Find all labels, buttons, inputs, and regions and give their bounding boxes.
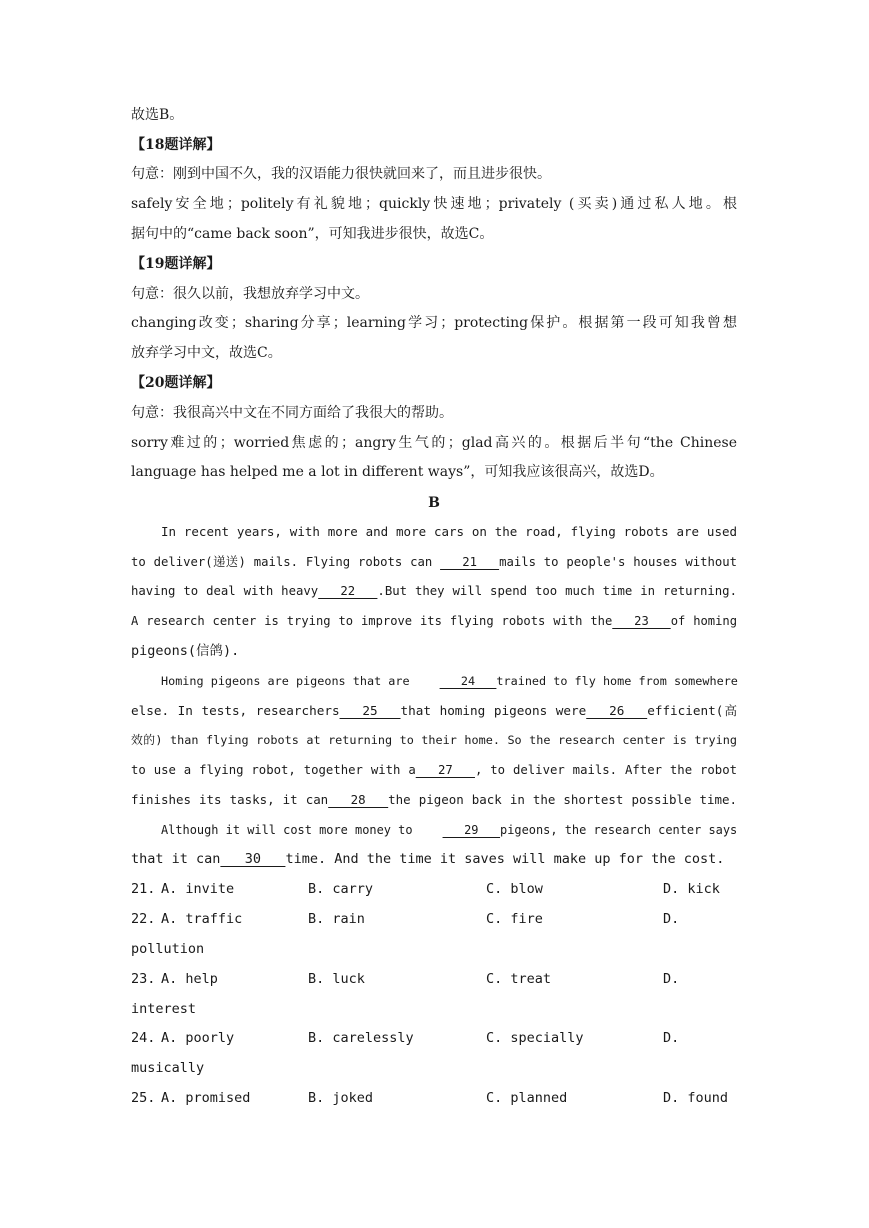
passage-text: 效的) than flying robots at returning to their home. So the research center is trying <box>131 733 737 747</box>
option-a: A. help <box>161 971 218 987</box>
passage-text: time. And the time it saves will make up for the cost. <box>285 851 725 867</box>
explanation-text: sorry难过的；worried焦虑的；angry生气的；glad高兴的。根据后半句“the Chinese <box>131 435 737 451</box>
explanation-text: 故选B。 <box>131 107 184 123</box>
passage-line <box>131 815 737 845</box>
question-row <box>131 1023 737 1053</box>
option-b: B. carry <box>308 881 374 897</box>
passage-text: that homing pigeons were <box>400 703 587 718</box>
passage-line <box>131 785 737 815</box>
heading-text: 【18题详解】 <box>131 137 221 153</box>
passage-line <box>131 606 737 636</box>
explanation-line <box>131 159 737 189</box>
passage-line <box>131 696 737 726</box>
heading-text: 【19题详解】 <box>131 256 221 272</box>
passage-text: of homing <box>670 614 738 628</box>
passage-text: having to deal with heavy <box>131 584 319 598</box>
blank-21: 21 <box>440 555 500 569</box>
explanation-heading-19 <box>131 249 737 279</box>
option-d: D. <box>663 1030 680 1046</box>
explanation-line <box>131 338 737 368</box>
passage-line <box>131 636 737 666</box>
passage-line <box>131 517 737 547</box>
passage-line <box>131 576 737 606</box>
passage-text: , to deliver mails. After the robot <box>474 763 737 777</box>
option-c: C. planned <box>486 1090 568 1106</box>
option-d-text: interest <box>131 1001 197 1017</box>
explanation-line <box>131 308 737 338</box>
option-d: D. found <box>663 1090 729 1106</box>
passage-line <box>131 547 737 577</box>
explanation-line <box>131 398 737 428</box>
explanation-text: changing改变；sharing分享；learning学习；protecting保护。根据第一段可知我曾想 <box>131 315 737 331</box>
question-row <box>131 904 737 934</box>
explanation-line <box>131 189 737 219</box>
explanation-line <box>131 457 737 487</box>
passage-text: pigeons, the research center says <box>500 823 738 837</box>
passage-text: Homing pigeons are pigeons that are <box>161 674 410 688</box>
section-title <box>131 488 737 518</box>
question-number: 24. <box>131 1030 156 1046</box>
passage-line <box>131 755 737 785</box>
passage-text: trained to fly home from somewhere <box>496 674 738 688</box>
blank-25: 25 <box>339 703 401 718</box>
explanation-text: 句意：刚到中国不久，我的汉语能力很快就回来了，而且进步很快。 <box>131 166 551 182</box>
option-d-text: pollution <box>131 941 205 957</box>
passage-text: finishes its tasks, it can <box>131 792 329 807</box>
option-b: B. luck <box>308 971 365 987</box>
passage-text: to deliver(递送) mails. Flying robots can <box>131 555 441 569</box>
option-wrap-line <box>131 934 737 964</box>
explanation-text: 句意：我很高兴中文在不同方面给了我很大的帮助。 <box>131 405 453 421</box>
option-d: D. kick <box>663 881 720 897</box>
passage-text: pigeons(信鸽). <box>131 643 240 659</box>
passage-text: to use a flying robot, together with a <box>131 763 416 777</box>
explanation-text: safely安全地；politely有礼貌地；quickly快速地；privately (买卖)通过私人地。根 <box>131 196 737 212</box>
passage-text: A research center is trying to improve its flying robots with the <box>131 614 613 628</box>
question-number: 25. <box>131 1090 156 1106</box>
question-row <box>131 964 737 994</box>
passage-text: that it can <box>131 851 221 867</box>
option-d-text: musically <box>131 1060 205 1076</box>
option-a: A. promised <box>161 1090 251 1106</box>
explanation-heading-18 <box>131 130 737 160</box>
option-d: D. <box>663 971 680 987</box>
explanation-line <box>131 100 737 130</box>
explanation-line <box>131 428 737 458</box>
explanation-text: 据句中的“came back soon”，可知我进步很快，故选C。 <box>131 226 494 242</box>
option-a: A. poorly <box>161 1030 235 1046</box>
explanation-line <box>131 279 737 309</box>
blank-27: 27 <box>415 763 475 777</box>
blank-26: 26 <box>586 703 648 718</box>
blank-22: 22 <box>318 584 378 598</box>
question-number: 23. <box>131 971 156 987</box>
option-b: B. carelessly <box>308 1030 414 1046</box>
option-wrap-line <box>131 1053 737 1083</box>
passage-text: the pigeon back in the shortest possible time. <box>388 792 737 807</box>
option-b: B. rain <box>308 911 365 927</box>
option-c: C. treat <box>486 971 552 987</box>
passage-line <box>131 666 737 696</box>
passage-text: else. In tests, researchers <box>131 703 340 718</box>
question-number: 22. <box>131 911 156 927</box>
explanation-heading-20 <box>131 368 737 398</box>
option-d: D. <box>663 911 680 927</box>
passage-text: In recent years, with more and more cars on the road, flying robots are used <box>161 524 737 539</box>
blank-30: 30 <box>220 851 286 867</box>
option-a: A. traffic <box>161 911 243 927</box>
section-title-text: B <box>428 495 440 511</box>
heading-text: 【20题详解】 <box>131 375 221 391</box>
passage-text: mails to people's houses without <box>499 555 737 569</box>
explanation-text: 放弃学习中文，故选C。 <box>131 345 282 361</box>
explanation-text: language has helped me a lot in different ways”，可知我应该很高兴，故选D。 <box>131 464 664 480</box>
option-wrap-line <box>131 994 737 1024</box>
passage-line <box>131 844 737 874</box>
blank-23: 23 <box>612 614 671 628</box>
option-c: C. specially <box>486 1030 584 1046</box>
explanation-text: 句意：很久以前，我想放弃学习中文。 <box>131 286 369 302</box>
passage-text: efficient(高 <box>647 703 737 718</box>
question-number: 21. <box>131 881 156 897</box>
question-row <box>131 874 737 904</box>
explanation-line <box>131 219 737 249</box>
passage-text: Although it will cost more money to <box>161 823 413 837</box>
blank-24: 24 <box>439 674 497 688</box>
option-c: C. blow <box>486 881 543 897</box>
passage-line <box>131 725 737 755</box>
blank-29: 29 <box>442 823 501 837</box>
question-row <box>131 1083 737 1113</box>
passage-text: .But they will spend too much time in returning. <box>377 584 737 598</box>
option-b: B. joked <box>308 1090 374 1106</box>
blank-28: 28 <box>328 792 389 807</box>
option-c: C. fire <box>486 911 543 927</box>
option-a: A. invite <box>161 881 235 897</box>
